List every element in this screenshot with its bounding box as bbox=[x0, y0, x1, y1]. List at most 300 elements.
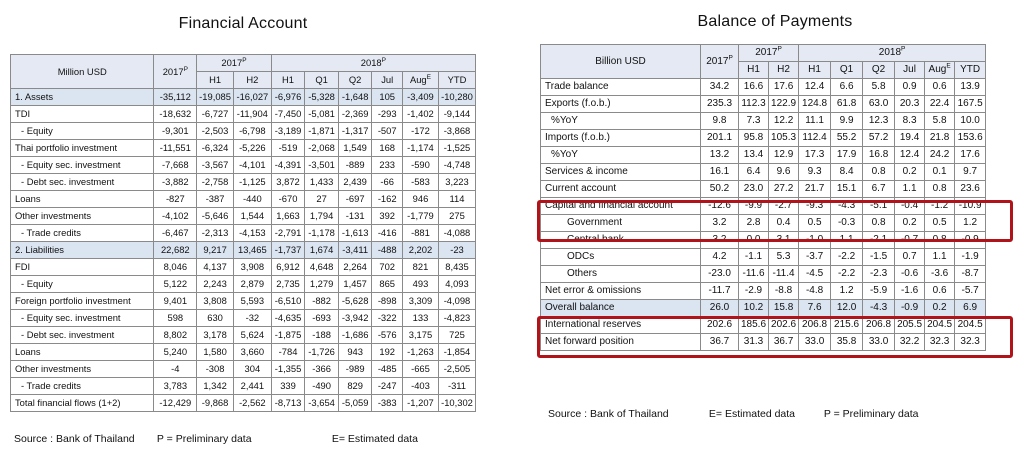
financial-account-table bbox=[10, 54, 476, 412]
table-cell: -0.4 bbox=[895, 198, 925, 215]
table-row bbox=[541, 147, 986, 164]
table-cell: 0.8 bbox=[863, 215, 895, 232]
table-cell: -8,713 bbox=[271, 395, 305, 412]
table-cell: 204.5 bbox=[925, 317, 955, 334]
table-cell: -827 bbox=[154, 191, 197, 208]
table-row bbox=[11, 106, 476, 123]
estimated-note: E= Estimated data bbox=[331, 433, 418, 445]
table-cell: -989 bbox=[338, 361, 372, 378]
table-cell: 493 bbox=[402, 276, 438, 293]
table-cell: -0.9 bbox=[955, 232, 986, 249]
table-cell: -10,302 bbox=[438, 395, 475, 412]
row-label: Other investments bbox=[11, 208, 154, 225]
unit-header: Billion USD bbox=[541, 45, 701, 79]
table-cell: -5,059 bbox=[338, 395, 372, 412]
row-label: ODCs bbox=[541, 249, 701, 266]
table-cell: 1,544 bbox=[233, 208, 271, 225]
table-cell: 36.7 bbox=[769, 334, 799, 351]
table-cell: -9,144 bbox=[438, 106, 475, 123]
table-cell: -889 bbox=[338, 157, 372, 174]
table-cell: 5,240 bbox=[154, 344, 197, 361]
table-cell: 2,439 bbox=[338, 174, 372, 191]
table-cell: 1.1 bbox=[895, 181, 925, 198]
table-cell: 16.1 bbox=[701, 164, 739, 181]
table-cell: 1,279 bbox=[305, 276, 339, 293]
col-q2-2018: Q2 bbox=[338, 72, 372, 89]
table-cell: -576 bbox=[372, 327, 403, 344]
table-cell: -485 bbox=[372, 361, 403, 378]
table-cell: 112.3 bbox=[739, 96, 769, 113]
table-cell: 1,663 bbox=[271, 208, 305, 225]
table-cell: -4,088 bbox=[438, 225, 475, 242]
col-jul-2018: Jul bbox=[895, 62, 925, 79]
table-cell: -2.9 bbox=[739, 283, 769, 300]
table-row bbox=[541, 232, 986, 249]
row-label: Net forward position bbox=[541, 334, 701, 351]
table-cell: 6.4 bbox=[739, 164, 769, 181]
table-cell: 304 bbox=[233, 361, 271, 378]
table-cell: 1.2 bbox=[955, 215, 986, 232]
table-cell: -1,875 bbox=[271, 327, 305, 344]
table-cell: 24.2 bbox=[925, 147, 955, 164]
table-cell: 3,309 bbox=[402, 293, 438, 310]
table-cell: 205.5 bbox=[895, 317, 925, 334]
table-cell: 3,178 bbox=[197, 327, 234, 344]
table-cell: -4.3 bbox=[831, 198, 863, 215]
table-cell: -0.9 bbox=[895, 300, 925, 317]
table-cell: -188 bbox=[305, 327, 339, 344]
source-note: Source : Bank of Thailand bbox=[14, 433, 135, 445]
table-cell: -6,727 bbox=[197, 106, 234, 123]
table-cell: -2,369 bbox=[338, 106, 372, 123]
table-cell: 32.3 bbox=[955, 334, 986, 351]
table-row bbox=[11, 276, 476, 293]
table-cell: -16,027 bbox=[233, 89, 271, 106]
table-cell: 6,912 bbox=[271, 259, 305, 276]
table-cell: -322 bbox=[372, 310, 403, 327]
table-cell: -440 bbox=[233, 191, 271, 208]
row-label: %YoY bbox=[541, 147, 701, 164]
table-cell: 61.8 bbox=[831, 96, 863, 113]
table-cell: -11.6 bbox=[739, 266, 769, 283]
table-cell: -1,317 bbox=[338, 123, 372, 140]
table-cell: -697 bbox=[338, 191, 372, 208]
table-cell: 865 bbox=[372, 276, 403, 293]
row-label: Others bbox=[541, 266, 701, 283]
table-cell: -1,355 bbox=[271, 361, 305, 378]
table-cell: 3,783 bbox=[154, 378, 197, 395]
table-cell: 1,342 bbox=[197, 378, 234, 395]
table-cell: 5,122 bbox=[154, 276, 197, 293]
table-cell: 6.7 bbox=[863, 181, 895, 198]
table-cell: 21.7 bbox=[799, 181, 831, 198]
table-cell: -4,102 bbox=[154, 208, 197, 225]
table-cell: -9,301 bbox=[154, 123, 197, 140]
table-cell: -3,409 bbox=[402, 89, 438, 106]
table-cell: -1,174 bbox=[402, 140, 438, 157]
table-cell: -172 bbox=[402, 123, 438, 140]
table-cell: 0.5 bbox=[925, 215, 955, 232]
table-row bbox=[541, 300, 986, 317]
row-label: - Debt sec. investment bbox=[11, 327, 154, 344]
table-cell: 34.2 bbox=[701, 79, 739, 96]
table-cell: 2,202 bbox=[402, 242, 438, 259]
table-row bbox=[11, 208, 476, 225]
table-cell: 12.3 bbox=[863, 113, 895, 130]
table-cell: -1,854 bbox=[438, 344, 475, 361]
table-cell: -6,798 bbox=[233, 123, 271, 140]
table-cell: 5,593 bbox=[233, 293, 271, 310]
table-cell: 3,808 bbox=[197, 293, 234, 310]
table-cell: 10.2 bbox=[739, 300, 769, 317]
table-cell: 275 bbox=[438, 208, 475, 225]
row-label: Net error & omissions bbox=[541, 283, 701, 300]
table-cell: 167.5 bbox=[955, 96, 986, 113]
table-cell: 946 bbox=[402, 191, 438, 208]
table-cell: 3,872 bbox=[271, 174, 305, 191]
table-cell: 1.1 bbox=[925, 249, 955, 266]
table-cell: 201.1 bbox=[701, 130, 739, 147]
table-cell: 35.8 bbox=[831, 334, 863, 351]
row-label: 2. Liabilities bbox=[11, 242, 154, 259]
table-cell: 22.4 bbox=[925, 96, 955, 113]
table-cell: 7.3 bbox=[739, 113, 769, 130]
table-cell: -0.3 bbox=[831, 215, 863, 232]
table-row bbox=[11, 89, 476, 106]
table-cell: 27 bbox=[305, 191, 339, 208]
table-cell: 1.2 bbox=[831, 283, 863, 300]
table-cell: -1.5 bbox=[863, 249, 895, 266]
col-q2-2018: Q2 bbox=[863, 62, 895, 79]
table-cell: 55.2 bbox=[831, 130, 863, 147]
table-cell: 9.8 bbox=[701, 113, 739, 130]
table-cell: -7,450 bbox=[271, 106, 305, 123]
table-cell: 3,223 bbox=[438, 174, 475, 191]
financial-account-title: Financial Account bbox=[178, 15, 308, 32]
table-cell: 821 bbox=[402, 259, 438, 276]
table-cell: -3.7 bbox=[799, 249, 831, 266]
col-h2-2017: H2 bbox=[769, 62, 799, 79]
row-label: %YoY bbox=[541, 113, 701, 130]
table-cell: 0.1 bbox=[925, 164, 955, 181]
table-cell: 5,624 bbox=[233, 327, 271, 344]
financial-account-footnote bbox=[14, 433, 418, 445]
col-q1-2018: Q1 bbox=[831, 62, 863, 79]
table-cell: 3,908 bbox=[233, 259, 271, 276]
table-cell: -5.9 bbox=[863, 283, 895, 300]
table-row bbox=[11, 140, 476, 157]
table-cell: 943 bbox=[338, 344, 372, 361]
table-cell: 1,457 bbox=[338, 276, 372, 293]
table-cell: -1,648 bbox=[338, 89, 372, 106]
table-cell: -19,085 bbox=[197, 89, 234, 106]
balance-of-payments-title: Balance of Payments bbox=[697, 13, 853, 30]
table-cell: 17.6 bbox=[769, 79, 799, 96]
table-row bbox=[541, 215, 986, 232]
table-cell: -10,280 bbox=[438, 89, 475, 106]
row-label: Central bank bbox=[541, 232, 701, 249]
table-row bbox=[11, 327, 476, 344]
table-cell: -4,748 bbox=[438, 157, 475, 174]
table-cell: -3,567 bbox=[197, 157, 234, 174]
table-cell: -1,779 bbox=[402, 208, 438, 225]
table-cell: 6.9 bbox=[955, 300, 986, 317]
table-cell: 33.0 bbox=[799, 334, 831, 351]
table-cell: 10.0 bbox=[955, 113, 986, 130]
row-label: - Trade credits bbox=[11, 378, 154, 395]
table-cell: -8.8 bbox=[769, 283, 799, 300]
table-cell: 0.8 bbox=[925, 181, 955, 198]
table-cell: -1,125 bbox=[233, 174, 271, 191]
table-cell: -3,882 bbox=[154, 174, 197, 191]
table-cell: -162 bbox=[372, 191, 403, 208]
table-cell: 105 bbox=[372, 89, 403, 106]
row-label: Government bbox=[541, 215, 701, 232]
row-label: Loans bbox=[11, 191, 154, 208]
table-cell: 21.8 bbox=[925, 130, 955, 147]
table-cell: -1.2 bbox=[925, 198, 955, 215]
table-cell: -3,189 bbox=[271, 123, 305, 140]
table-cell: 598 bbox=[154, 310, 197, 327]
table-cell: 133 bbox=[402, 310, 438, 327]
table-cell: -6,976 bbox=[271, 89, 305, 106]
table-cell: 32.2 bbox=[895, 334, 925, 351]
table-cell: -2,068 bbox=[305, 140, 339, 157]
table-cell: 202.6 bbox=[769, 317, 799, 334]
table-cell: 8.3 bbox=[895, 113, 925, 130]
table-cell: -7,668 bbox=[154, 157, 197, 174]
table-cell: 1,549 bbox=[338, 140, 372, 157]
table-cell: -4,153 bbox=[233, 225, 271, 242]
table-cell: 4,648 bbox=[305, 259, 339, 276]
table-cell: -4 bbox=[154, 361, 197, 378]
table-cell: 0.0 bbox=[739, 232, 769, 249]
table-cell: 2,264 bbox=[338, 259, 372, 276]
table-cell: 8,046 bbox=[154, 259, 197, 276]
table-cell: 206.8 bbox=[799, 317, 831, 334]
table-cell: 0.9 bbox=[895, 79, 925, 96]
row-label: - Equity sec. investment bbox=[11, 157, 154, 174]
table-cell: -9.9 bbox=[739, 198, 769, 215]
col-jul-2018: Jul bbox=[372, 72, 403, 89]
table-cell: -2.1 bbox=[863, 232, 895, 249]
balance-of-payments-table bbox=[540, 44, 986, 351]
row-label: Overall balance bbox=[541, 300, 701, 317]
table-cell: -4.3 bbox=[863, 300, 895, 317]
table-cell: -6,324 bbox=[197, 140, 234, 157]
table-cell: 12.9 bbox=[769, 147, 799, 164]
table-cell: -11,551 bbox=[154, 140, 197, 157]
table-row bbox=[11, 378, 476, 395]
table-cell: -6,510 bbox=[271, 293, 305, 310]
table-cell: 32.3 bbox=[925, 334, 955, 351]
table-cell: -2,503 bbox=[197, 123, 234, 140]
balance-of-payments-footnote bbox=[548, 408, 919, 420]
table-cell: -366 bbox=[305, 361, 339, 378]
table-cell: -784 bbox=[271, 344, 305, 361]
col-aug-2018: Aug$^E$ bbox=[925, 62, 955, 79]
year-2018-group-header: $2018^P$ bbox=[271, 55, 475, 72]
table-cell: 19.4 bbox=[895, 130, 925, 147]
table-row bbox=[541, 113, 986, 130]
table-cell: 185.6 bbox=[739, 317, 769, 334]
row-label: Current account bbox=[541, 181, 701, 198]
table-cell: -519 bbox=[271, 140, 305, 157]
table-cell: -1,613 bbox=[338, 225, 372, 242]
table-cell: -4,823 bbox=[438, 310, 475, 327]
table-cell: 13.4 bbox=[739, 147, 769, 164]
table-row bbox=[541, 334, 986, 351]
table-cell: 26.0 bbox=[701, 300, 739, 317]
table-cell: -9.3 bbox=[799, 198, 831, 215]
table-cell: -1,737 bbox=[271, 242, 305, 259]
row-label: Exports (f.o.b.) bbox=[541, 96, 701, 113]
table-cell: 0.6 bbox=[925, 283, 955, 300]
table-cell: 3,175 bbox=[402, 327, 438, 344]
table-cell: 5.8 bbox=[925, 113, 955, 130]
table-row bbox=[11, 174, 476, 191]
table-cell: 31.3 bbox=[739, 334, 769, 351]
table-cell: -23 bbox=[438, 242, 475, 259]
table-cell: 9.9 bbox=[831, 113, 863, 130]
table-cell: 1,794 bbox=[305, 208, 339, 225]
table-cell: -3,942 bbox=[338, 310, 372, 327]
table-row bbox=[11, 191, 476, 208]
table-cell: 5.3 bbox=[769, 249, 799, 266]
table-row bbox=[11, 395, 476, 412]
table-cell: 3.2 bbox=[701, 215, 739, 232]
row-label: - Equity sec. investment bbox=[11, 310, 154, 327]
table-cell: 630 bbox=[197, 310, 234, 327]
table-cell: -590 bbox=[402, 157, 438, 174]
row-label: - Equity bbox=[11, 276, 154, 293]
table-cell: -66 bbox=[372, 174, 403, 191]
table-row bbox=[541, 249, 986, 266]
table-cell: -10.9 bbox=[955, 198, 986, 215]
table-cell: -6,467 bbox=[154, 225, 197, 242]
table-cell: -2.3 bbox=[863, 266, 895, 283]
table-cell: -308 bbox=[197, 361, 234, 378]
col-ytd-2018: YTD bbox=[955, 62, 986, 79]
table-cell: 12.4 bbox=[799, 79, 831, 96]
table-cell: -247 bbox=[372, 378, 403, 395]
table-cell: -2.7 bbox=[769, 198, 799, 215]
table-cell: 95.8 bbox=[739, 130, 769, 147]
table-cell: 124.8 bbox=[799, 96, 831, 113]
table-cell: 15.8 bbox=[769, 300, 799, 317]
table-cell: 235.3 bbox=[701, 96, 739, 113]
unit-header: Million USD bbox=[11, 55, 154, 89]
table-cell: -12,429 bbox=[154, 395, 197, 412]
table-cell: 2.8 bbox=[739, 215, 769, 232]
table-cell: 2,441 bbox=[233, 378, 271, 395]
row-label: International reserves bbox=[541, 317, 701, 334]
table-cell: 20.3 bbox=[895, 96, 925, 113]
table-row bbox=[541, 317, 986, 334]
table-cell: -4,098 bbox=[438, 293, 475, 310]
table-cell: 17.9 bbox=[831, 147, 863, 164]
table-cell: -1,207 bbox=[402, 395, 438, 412]
table-cell: -18,632 bbox=[154, 106, 197, 123]
table-cell: 2,735 bbox=[271, 276, 305, 293]
table-cell: 3.1 bbox=[769, 232, 799, 249]
table-cell: -383 bbox=[372, 395, 403, 412]
table-cell: -4,101 bbox=[233, 157, 271, 174]
table-cell: 339 bbox=[271, 378, 305, 395]
table-row bbox=[11, 242, 476, 259]
col-q1-2018: Q1 bbox=[305, 72, 339, 89]
table-cell: 23.0 bbox=[739, 181, 769, 198]
table-cell: 3,660 bbox=[233, 344, 271, 361]
financial-account-panel bbox=[10, 12, 476, 412]
table-cell: -3,501 bbox=[305, 157, 339, 174]
table-cell: -881 bbox=[402, 225, 438, 242]
table-cell: 12.0 bbox=[831, 300, 863, 317]
table-cell: 0.7 bbox=[895, 249, 925, 266]
table-cell: -23.0 bbox=[701, 266, 739, 283]
table-row bbox=[11, 293, 476, 310]
table-cell: 17.3 bbox=[799, 147, 831, 164]
table-cell: -1.6 bbox=[895, 283, 925, 300]
table-row bbox=[11, 310, 476, 327]
table-cell: -490 bbox=[305, 378, 339, 395]
table-cell: 63.0 bbox=[863, 96, 895, 113]
row-label: TDI bbox=[11, 106, 154, 123]
table-cell: -2,791 bbox=[271, 225, 305, 242]
table-cell: -403 bbox=[402, 378, 438, 395]
table-cell: 192 bbox=[372, 344, 403, 361]
estimated-note: E= Estimated data bbox=[708, 408, 796, 420]
table-cell: -32 bbox=[233, 310, 271, 327]
table-row bbox=[541, 96, 986, 113]
table-cell: -293 bbox=[372, 106, 403, 123]
table-cell: 0.6 bbox=[925, 79, 955, 96]
table-cell: -5,081 bbox=[305, 106, 339, 123]
table-cell: -4,391 bbox=[271, 157, 305, 174]
table-cell: 22,682 bbox=[154, 242, 197, 259]
table-cell: -5,328 bbox=[305, 89, 339, 106]
table-row bbox=[541, 79, 986, 96]
table-cell: -882 bbox=[305, 293, 339, 310]
table-cell: -0.7 bbox=[895, 232, 925, 249]
table-cell: 0.8 bbox=[925, 232, 955, 249]
table-cell: 4.2 bbox=[701, 249, 739, 266]
row-label: Loans bbox=[11, 344, 154, 361]
table-cell: 233 bbox=[372, 157, 403, 174]
table-cell: -1,871 bbox=[305, 123, 339, 140]
row-label: Thai portfolio investment bbox=[11, 140, 154, 157]
table-cell: 33.0 bbox=[863, 334, 895, 351]
table-cell: -2.2 bbox=[831, 249, 863, 266]
table-cell: -311 bbox=[438, 378, 475, 395]
table-cell: 829 bbox=[338, 378, 372, 395]
table-cell: -5,646 bbox=[197, 208, 234, 225]
table-row bbox=[541, 130, 986, 147]
row-label: Other investments bbox=[11, 361, 154, 378]
table-cell: 50.2 bbox=[701, 181, 739, 198]
table-cell: 8,435 bbox=[438, 259, 475, 276]
table-cell: 9.7 bbox=[955, 164, 986, 181]
table-row bbox=[11, 157, 476, 174]
table-cell: 4,137 bbox=[197, 259, 234, 276]
table-cell: -5.7 bbox=[955, 283, 986, 300]
table-cell: -416 bbox=[372, 225, 403, 242]
table-row bbox=[541, 198, 986, 215]
table-cell: 0.2 bbox=[925, 300, 955, 317]
table-row bbox=[11, 361, 476, 378]
table-cell: -898 bbox=[372, 293, 403, 310]
table-cell: -12.6 bbox=[701, 198, 739, 215]
